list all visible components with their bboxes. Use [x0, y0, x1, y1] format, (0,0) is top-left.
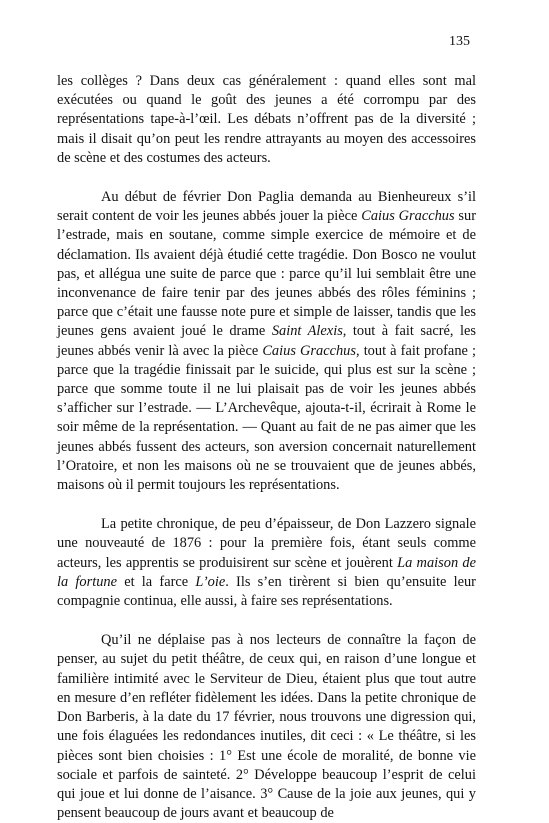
text-run: Qu’il ne déplaise pas à nos lecteurs de connaître la façon de penser, au sujet du petit théâtre, de ceux qui, en raison d’une longue et familière intimité avec le Serviteur de Dieu, étaient plus que tout autre en mesure d’en refléter fidèlement les idées. Dans la petite chronique de Don Barberis, à la date du 17 février, nous trouvons une digression qui, une fois élaguées les redondances inutiles, dit ceci : « Le théâtre, si les pièces sont bien choisies : 1° Est une école de moralité, de bonne vie sociale et parfois de sainteté. 2° Développe beaucoup l’esprit de celui qui joue et lui donne de l’aisance. 3° Cause de la joie aux jeunes, qui y pensent beaucoup de jours avant et beaucoup de	[57, 632, 476, 822]
italic-title: La maison de la fortune	[57, 554, 476, 590]
paragraph	[57, 631, 476, 823]
text-run: . Ils s’en tirèrent si bien qu’ensuite leur compagnie continua, elle aussi, à faire ses représentations.	[57, 573, 476, 610]
body-text	[57, 72, 476, 823]
page-number: 135	[449, 34, 470, 49]
text-run: La petite chronique, de peu d’épaisseur, de Don Lazzero signale une nouveauté de 1876 : pour la première fois, étant seuls comme acteurs, les apprentis se produisirent sur scène et jouèrent	[57, 516, 476, 571]
text-run: Au début de février Don Paglia demanda au Bienheureux s’il serait content de voir les jeunes abbés jouer la pièce	[57, 189, 476, 225]
paragraph	[57, 188, 476, 495]
italic-title: Caius Gracchus	[262, 342, 356, 359]
text-run: les collèges ? Dans deux cas généralement : quand elles sont mal exécutées ou quand le goût des jeunes a été corrompu par des représentations tape-à-l’œil. Les débats n’offrent pas de la diversité ; mais il disait qu’on peut les rendre attrayants au moyen des accessoires de scène et des costumes des acteurs.	[57, 73, 476, 166]
text-run: , tout à fait sacré, les jeunes abbés venir là avec la pièce	[57, 323, 476, 359]
italic-title: L’oie	[195, 573, 226, 590]
text-run: et la farce	[116, 573, 196, 590]
text-run: sur l’estrade, mais en soutane, comme simple exercice de mémoire et de déclamation. Ils avaient déjà étudié cette tragédie. Don Bosco ne voulut pas, et allégua une suite de parce que : parce qu’il lui semblait être une inconvenance de faire tenir par des jeunes abbés des rôles féminins ; parce que c’était une fausse note pure et simple de laisser, tandis que les jeunes gens avaient joué le drame	[57, 208, 476, 340]
text-run: , tout à fait profane ; parce que la tragédie finissait par le suicide, qui plus est sur la scène ; parce que somme toute il ne lui plaisait pas de voir les jeunes abbés s’afficher sur l’estrade. — L’Archevêque, ajouta-t-il, écrirait à Rome le soir même de la représentation. — Quant au fait de ne pas aimer que les jeunes abbés fussent des acteurs, son aversion concernait naturellement l’Oratoire, et non les maisons où ne se trouvaient que de jeunes abbés, maisons où il permit toujours les représentations.	[57, 342, 477, 494]
paragraph	[57, 72, 476, 168]
paragraph	[57, 515, 476, 611]
italic-title: Saint Alexis	[271, 323, 343, 340]
italic-title: Caius Gracchus	[361, 208, 455, 225]
